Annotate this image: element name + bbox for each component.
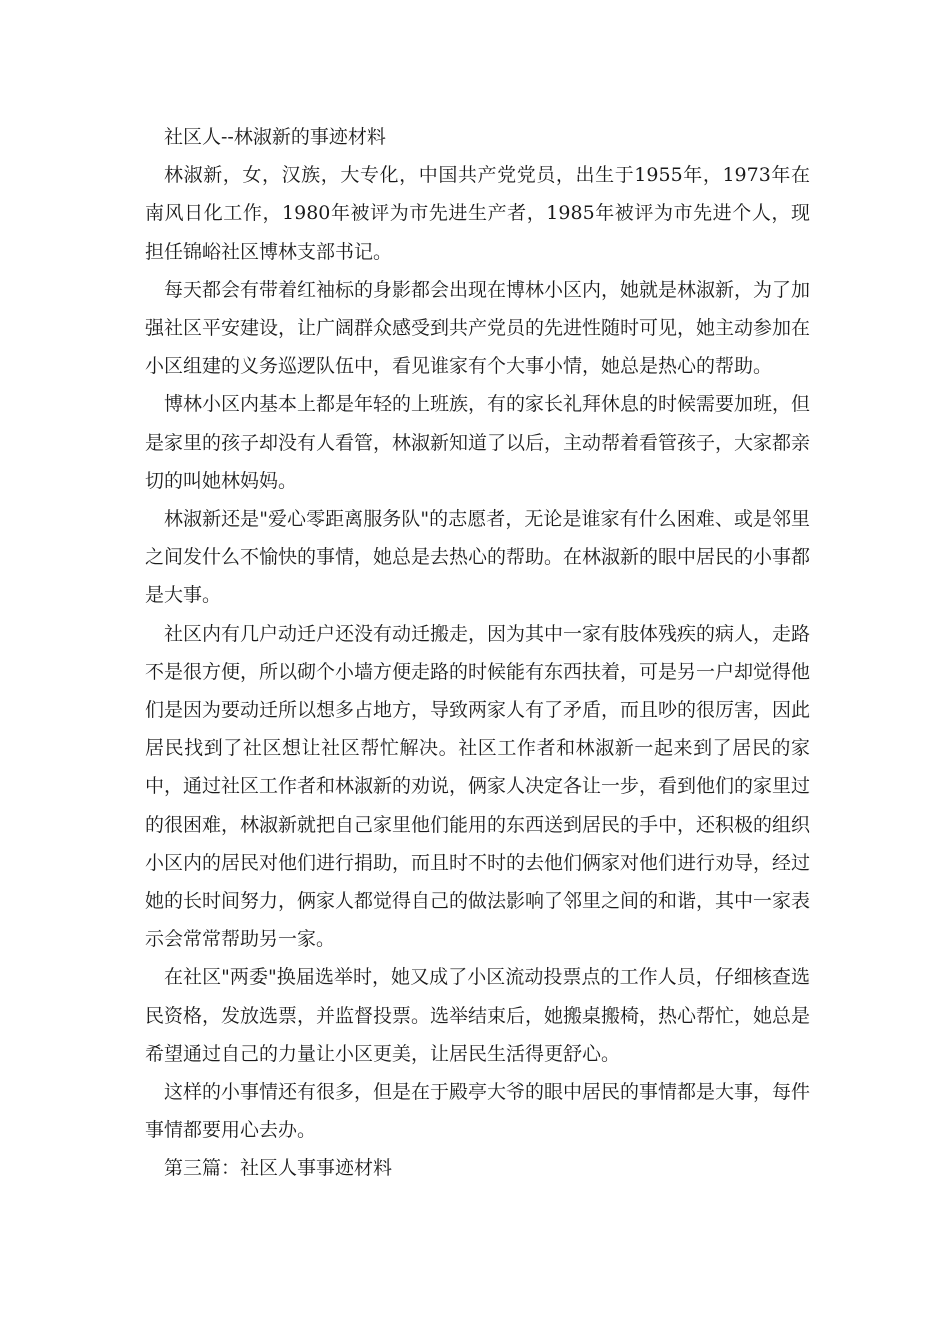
document-title: 社区人--林淑新的事迹材料 bbox=[164, 126, 386, 148]
paragraph-volunteer: 林淑新还是"爱心零距离服务队"的志愿者，无论是谁家有什么困难、或是邻里之间发什么不愉快的事情，她总是去热心的帮助。在林淑新的眼中居民的小事都是大事。 bbox=[145, 508, 811, 607]
paragraph-election: 在社区"两委"换届选举时，她又成了小区流动投票点的工作人员，仔细核查选民资格，发放选票，并监督投票。选举结束后，她搬桌搬椅，热心帮忙，她总是希望通过自己的力量让小区更美，让居民生活得更舒心。 bbox=[145, 966, 811, 1065]
paragraph-closing: 这样的小事情还有很多，但是在于殿亭大爷的眼中居民的事情都是大事，每件事情都要用心去办。 bbox=[145, 1081, 811, 1142]
paragraph-patrol: 每天都会有带着红袖标的身影都会出现在博林小区内，她就是林淑新，为了加强社区平安建设，让广阔群众感受到共产党员的先进性随时可见，她主动参加在小区组建的义务巡逻队伍中，看见谁家有个大事小情，她总是热心的帮助。 bbox=[145, 278, 811, 378]
next-section-title: 第三篇：社区人事事迹材料 bbox=[164, 1157, 393, 1180]
document-body bbox=[145, 118, 810, 1188]
paragraph-dispute: 社区内有几户动迁户还没有动迁搬走，因为其中一家有肢体残疾的病人，走路不是很方便，所以砌个小墙方便走路的时候能有东西扶着，可是另一户却觉得他们是因为要动迁所以想多占地方，导致两家人有了矛盾，而且吵的很厉害，因此居民找到了社区想让社区帮忙解决。社区工作者和林淑新一起来到了居民的家中，通过社区工作者和林淑新的劝说，俩家人决定各让一步，看到他们的家里过的很困难，林淑新就把自己家里他们能用的东西送到居民的手中，还积极的组织小区内的居民对他们进行捐助，而且时不时的去他们俩家对他们进行劝导，经过她的长时间努力，俩家人都觉得自己的做法影响了邻里之间的和谐，其中一家表示会常常帮助另一家。 bbox=[145, 622, 811, 951]
paragraph-bio: 林淑新，女，汉族，大专化，中国共产党党员，出生于1955年，1973年在南风日化工作，1980年被评为市先进生产者，1985年被评为市先进个人，现担任锦峪社区博林支部书记。 bbox=[145, 164, 810, 263]
paragraph-childcare: 博林小区内基本上都是年轻的上班族，有的家长礼拜休息的时候需要加班，但是家里的孩子却没有人看管，林淑新知道了以后，主动帮着看管孩子，大家都亲切的叫她林妈妈。 bbox=[145, 393, 811, 492]
